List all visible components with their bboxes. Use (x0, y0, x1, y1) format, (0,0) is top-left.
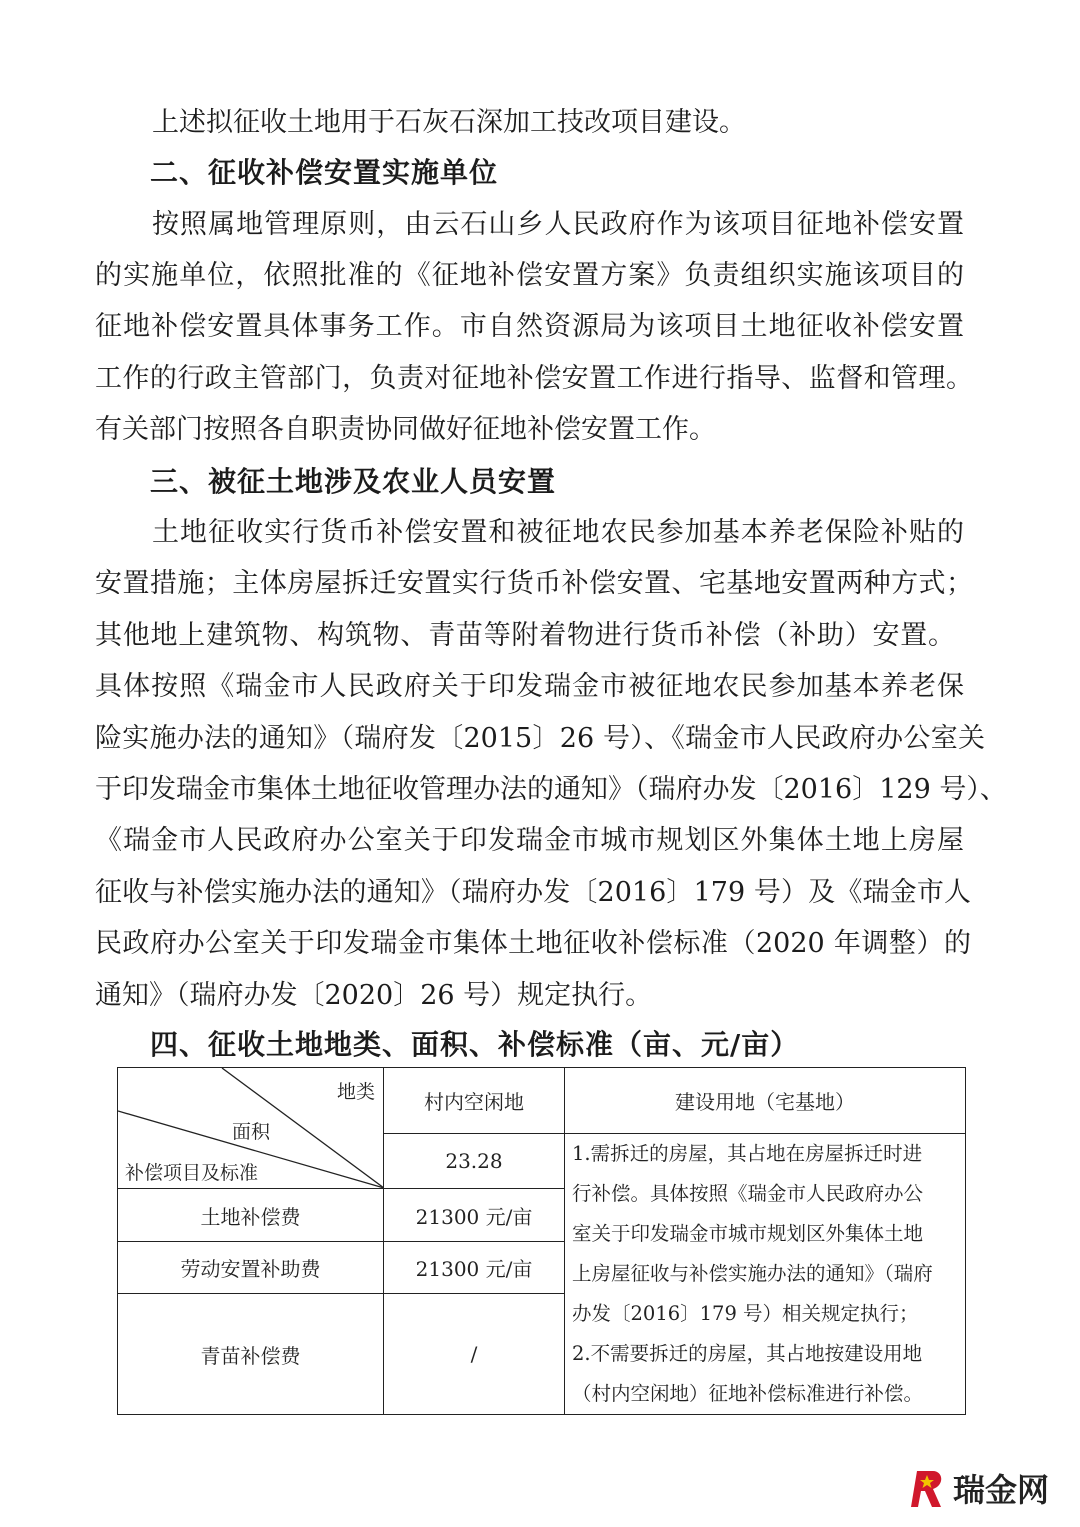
row-value-land-compensation: 21300 元/亩 (384, 1189, 565, 1241)
note-line: （村内空闲地）征地补偿标准进行补偿。 (572, 1382, 924, 1405)
text-line: 具体按照《瑞金市人民政府关于印发瑞金市被征地农民参加基本养老保 (95, 671, 964, 702)
section-heading-3: 三、被征土地涉及农业人员安置 (150, 465, 557, 498)
row-value-seedling-compensation: / (384, 1294, 565, 1415)
text-line: 于印发瑞金市集体土地征收管理办法的通知》（瑞府办发〔2016〕129 号）、 (95, 774, 1007, 805)
table-corner-header (118, 1068, 384, 1189)
text-line: 征地补偿安置具体事务工作。市自然资源局为该项目土地征收补偿安置 (95, 311, 964, 342)
ruijin-logo-icon (903, 1465, 949, 1511)
column-header-construction-land: 建设用地（宅基地） (565, 1068, 966, 1134)
note-line: 室关于印发瑞金市城市规划区外集体土地 (572, 1222, 924, 1245)
text-line: 上述拟征收土地用于石灰石深加工技改项目建设。 (152, 107, 746, 138)
note-line: 上房屋征收与补偿实施办法的通知》（瑞府 (572, 1262, 933, 1285)
text-line: 险实施办法的通知》（瑞府发〔2015〕26 号）、《瑞金市人民政府办公室关 (95, 723, 985, 754)
text-line: 安置措施；主体房屋拆迁安置实行货币补偿安置、宅基地安置两种方式； (95, 568, 973, 599)
corner-label-type: 地类 (336, 1081, 375, 1104)
section-heading-4: 四、征收土地地类、面积、补偿标准（亩、元/亩） (150, 1028, 800, 1061)
note-line: 2.不需要拆迁的房屋，其占地按建设用地 (572, 1342, 923, 1365)
text-line: 其他地上建筑物、构筑物、青苗等附着物进行货币补偿（补助）安置。 (95, 620, 955, 651)
text-line: 按照属地管理原则，由云石山乡人民政府作为该项目征地补偿安置 (152, 209, 964, 240)
section-heading-2: 二、征收补偿安置实施单位 (150, 156, 499, 189)
column-header-vacant-land: 村内空闲地 (384, 1068, 565, 1134)
text-line: 通知》（瑞府办发〔2020〕26 号）规定执行。 (95, 980, 653, 1011)
note-line: 办发〔2016〕179 号）相关规定执行； (572, 1302, 919, 1325)
text-line: 工作的行政主管部门，负责对征地补偿安置工作进行指导、监督和管理。 (95, 363, 973, 394)
text-line: 《瑞金市人民政府办公室关于印发瑞金市城市规划区外集体土地上房屋 (95, 825, 964, 856)
construction-land-note (565, 1134, 966, 1415)
compensation-table (117, 1067, 966, 1415)
area-value-cell: 23.28 (384, 1134, 565, 1189)
watermark-text: 瑞金网 (953, 1471, 1050, 1509)
row-label-land-compensation: 土地补偿费 (118, 1189, 384, 1241)
row-value-labor-resettlement: 21300 元/亩 (384, 1241, 565, 1293)
text-line: 民政府办公室关于印发瑞金市集体土地征收补偿标准（2020 年调整）的 (95, 928, 971, 959)
row-label-seedling-compensation: 青苗补偿费 (118, 1294, 384, 1415)
note-line: 行补偿。具体按照《瑞金市人民政府办公 (572, 1182, 924, 1205)
note-line: 1.需拆迁的房屋，其占地在房屋拆迁时进 (572, 1142, 923, 1165)
corner-label-area: 面积 (232, 1121, 271, 1144)
site-watermark-logo (903, 1465, 1049, 1511)
text-line: 征收与补偿实施办法的通知》（瑞府办发〔2016〕179 号）及《瑞金市人 (95, 877, 971, 908)
text-line: 的实施单位，依照批准的《征地补偿安置方案》负责组织实施该项目的 (95, 260, 964, 291)
corner-label-item: 补偿项目及标准 (125, 1162, 259, 1185)
row-label-labor-resettlement: 劳动安置补助费 (118, 1241, 384, 1293)
text-line: 有关部门按照各自职责协同做好征地补偿安置工作。 (95, 414, 716, 445)
text-line: 土地征收实行货币补偿安置和被征地农民参加基本养老保险补贴的 (152, 517, 964, 548)
